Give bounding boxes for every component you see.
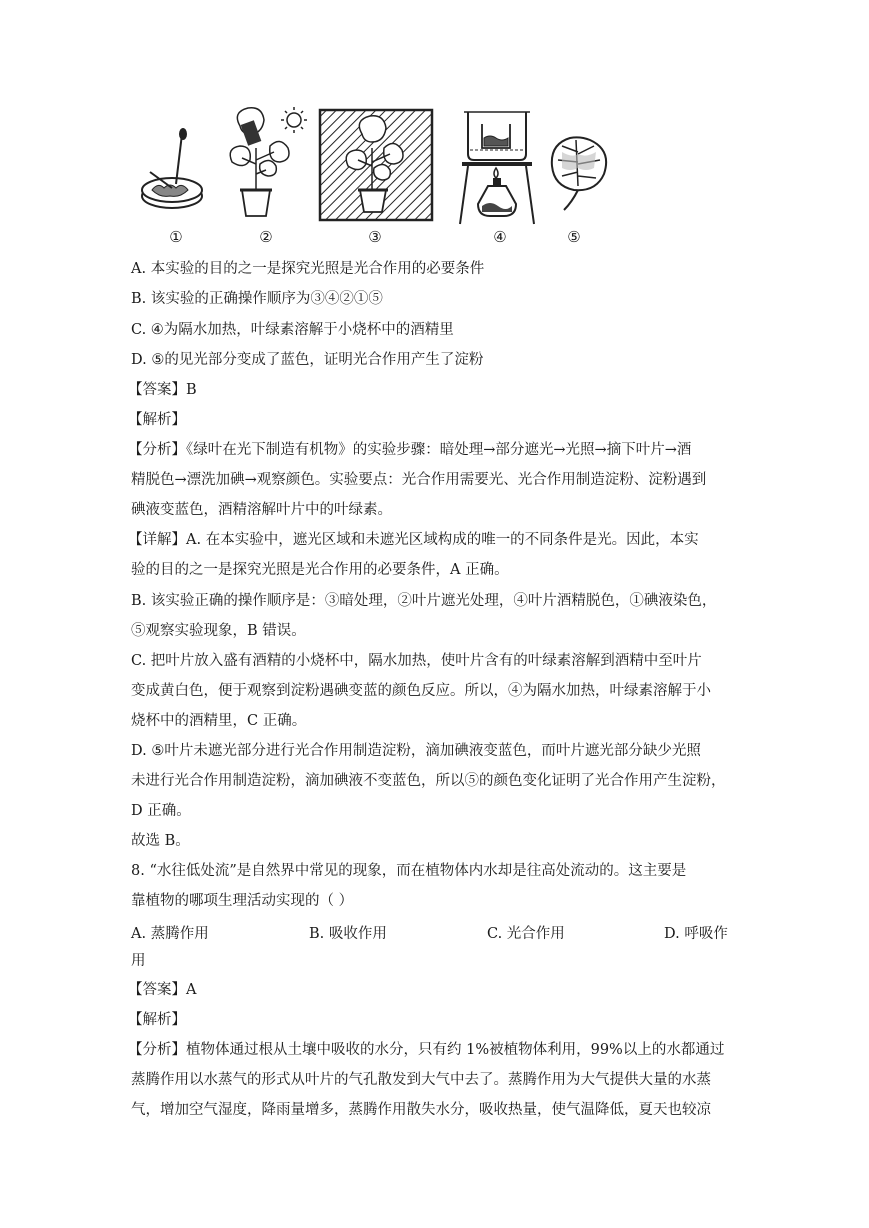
q7-conclusion: 故选 B。 bbox=[131, 833, 190, 849]
q8-option-c: C. 光合作用 bbox=[487, 926, 565, 942]
figure-label-3: ③ bbox=[368, 228, 382, 246]
q7-detail-line: D 正确。 bbox=[131, 803, 191, 819]
q7-analysis-line: 碘液变蓝色，酒精溶解叶片中的叶绿素。 bbox=[131, 502, 392, 518]
q8-analysis-line: 气，增加空气湿度，降雨量增多，蒸腾作用散失水分，吸收热量，使气温降低，夏天也较凉 bbox=[131, 1102, 711, 1118]
q7-jiexi-heading: 【解析】 bbox=[128, 412, 186, 428]
q7-detail-line: 变成黄白色，便于观察到淀粉遇碘变蓝的颜色反应。所以，④为隔水加热，叶绿素溶解于小 bbox=[131, 683, 711, 699]
experiment-figure bbox=[130, 100, 610, 250]
q7-detail-line: 烧杯中的酒精里，C 正确。 bbox=[131, 713, 307, 729]
q7-detail-line: 【详解】A. 在本实验中，遮光区域和未遮光区域构成的唯一的不同条件是光。因此，本实 bbox=[128, 532, 699, 548]
q7-option-c: C. ④为隔水加热，叶绿素溶解于小烧杯中的酒精里 bbox=[131, 322, 454, 338]
q8-jiexi-heading: 【解析】 bbox=[128, 1012, 186, 1028]
q8-analysis-line: 【分析】植物体通过根从土壤中吸收的水分，只有约 1%被植物体利用，99%以上的水都通过 bbox=[128, 1042, 725, 1058]
figure-label-2: ② bbox=[259, 228, 273, 246]
q8-analysis-line: 蒸腾作用以水蒸气的形式从叶片的气孔散发到大气中去了。蒸腾作用为大气提供大量的水蒸 bbox=[131, 1072, 711, 1088]
q7-option-b: B. 该实验的正确操作顺序为③④②①⑤ bbox=[131, 291, 383, 307]
q7-answer: 【答案】B bbox=[128, 382, 197, 398]
q8-answer: 【答案】A bbox=[128, 982, 197, 998]
q8-option-d-continued: 用 bbox=[131, 953, 146, 969]
leaf-icon bbox=[548, 132, 612, 214]
q7-detail-line: B. 该实验正确的操作顺序是：③暗处理，②叶片遮光处理，④叶片酒精脱色，①碘液染色， bbox=[131, 593, 717, 609]
dark-box-plant-icon bbox=[318, 108, 436, 224]
q7-detail-line: ⑤观察实验现象，B 错误。 bbox=[131, 623, 306, 639]
water-bath-heating-icon bbox=[458, 102, 542, 226]
q7-option-a: A. 本实验的目的之一是探究光照是光合作用的必要条件 bbox=[131, 261, 485, 277]
figure-label-1: ① bbox=[169, 228, 183, 246]
q8-stem-line: 靠植物的哪项生理活动实现的（ ） bbox=[131, 893, 354, 909]
covered-leaf-plant-icon bbox=[222, 104, 312, 220]
q7-detail-line: 验的目的之一是探究光照是光合作用的必要条件，A 正确。 bbox=[131, 562, 509, 578]
q7-detail-line: 未进行光合作用制造淀粉，滴加碘液不变蓝色，所以⑤的颜色变化证明了光合作用产生淀粉， bbox=[131, 773, 726, 789]
figure-label-5: ⑤ bbox=[567, 228, 581, 246]
q7-analysis-line: 精脱色→漂洗加碘→观察颜色。实验要点：光合作用需要光、光合作用制造淀粉、淀粉遇到 bbox=[131, 472, 707, 488]
q8-stem-line: 8. “水往低处流”是自然界中常见的现象，而在植物体内水却是往高处流动的。这主要是 bbox=[131, 863, 687, 879]
figure-label-4: ④ bbox=[493, 228, 507, 246]
q8-option-d: D. 呼吸作 bbox=[664, 926, 728, 942]
q7-option-d: D. ⑤的见光部分变成了蓝色，证明光合作用产生了淀粉 bbox=[131, 352, 484, 368]
q7-analysis-line: 【分析】《绿叶在光下制造有机物》的实验步骤：暗处理→部分遮光→光照→摘下叶片→酒 bbox=[128, 442, 692, 458]
q7-detail-line: C. 把叶片放入盛有酒精的小烧杯中，隔水加热，使叶片含有的叶绿素溶解到酒精中至叶片 bbox=[131, 653, 702, 669]
petri-dish-dropper-icon bbox=[136, 128, 208, 214]
q8-option-b: B. 吸收作用 bbox=[309, 926, 387, 942]
q7-detail-line: D. ⑤叶片未遮光部分进行光合作用制造淀粉，滴加碘液变蓝色，而叶片遮光部分缺少光照 bbox=[131, 743, 701, 759]
q8-option-a: A. 蒸腾作用 bbox=[131, 926, 209, 942]
